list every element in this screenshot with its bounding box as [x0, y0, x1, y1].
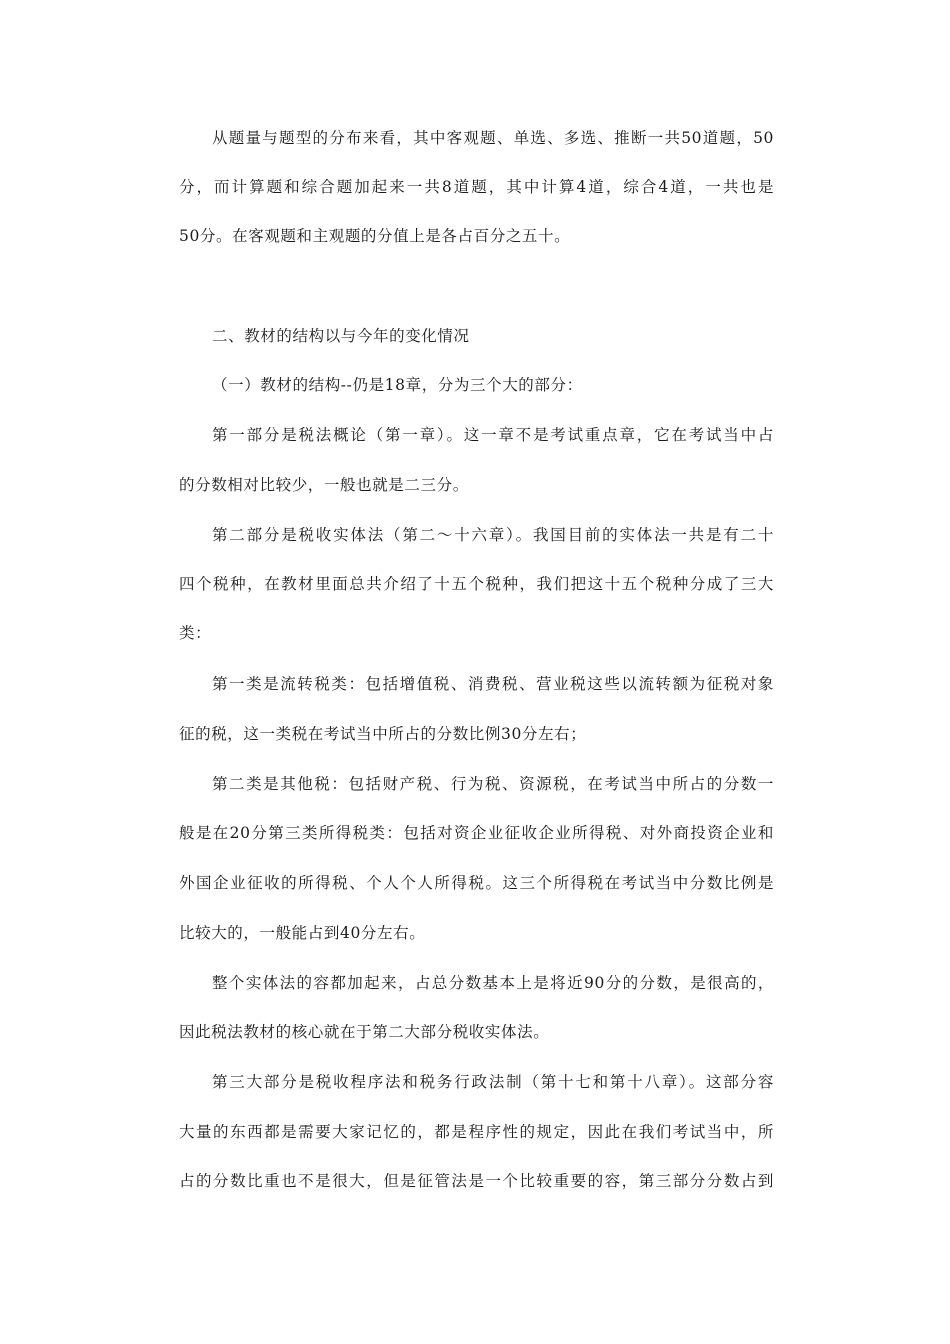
paragraph-line: 第二类是其他税：包括财产税、行为税、资源税，在考试当中所占的分数一: [212, 775, 774, 793]
paragraph-line: 类：: [179, 624, 212, 642]
paragraph-line: 因此税法教材的核心就在于第二大部分税收实体法。: [179, 1023, 550, 1041]
subsection-heading: （一）教材的结构--仍是18章，分为三个大的部分：: [212, 376, 583, 394]
paragraph-line: 第二部分是税收实体法（第二～十六章）。我国目前的实体法一共是有二十: [212, 526, 774, 544]
paragraph-line: 的分数相对比较少，一般也就是二三分。: [179, 476, 469, 494]
paragraph-line: 第三大部分是税收程序法和税务行政法制（第十七和第十八章）。这部分容: [212, 1073, 774, 1091]
paragraph-line: 占的分数比重也不是很大，但是征管法是一个比较重要的容，第三部分分数占到: [179, 1172, 774, 1190]
paragraph-line: 从题量与题型的分布来看，其中客观题、单选、多选、推断一共50道题，50: [212, 129, 774, 147]
paragraph-line: 外国企业征收的所得税、个人个人所得税。这三个所得税在考试当中分数比例是: [179, 874, 774, 892]
paragraph-line: 大量的东西都是需要大家记忆的，都是程序性的规定，因此在我们考试当中，所: [179, 1123, 774, 1141]
paragraph-line: 般是在20分第三类所得税类：包括对资企业征收企业所得税、对外商投资企业和: [179, 824, 774, 842]
paragraph-line: 整个实体法的容都加起来，占总分数基本上是将近90分的分数，是很高的，: [212, 974, 774, 992]
paragraph-line: 征的税，这一类税在考试当中所占的分数比例30分左右；: [179, 725, 587, 743]
paragraph-line: 第一类是流转税类：包括增值税、消费税、营业税这些以流转额为征税对象: [212, 675, 774, 693]
paragraph-line: 分，而计算题和综合题加起来一共8道题，其中计算4道，综合4道，一共也是: [179, 178, 774, 196]
paragraph-line: 比较大的，一般能占到40分左右。: [179, 924, 426, 942]
section-heading: 二、教材的结构以与今年的变化情况: [212, 327, 470, 345]
paragraph-line: 四个税种，在教材里面总共介绍了十五个税种，我们把这十五个税种分成了三大: [179, 575, 774, 593]
paragraph-line: 第一部分是税法概论（第一章）。这一章不是考试重点章，它在考试当中占: [212, 426, 774, 444]
paragraph-line: 50分。在客观题和主观题的分值上是各占百分之五十。: [179, 227, 571, 245]
